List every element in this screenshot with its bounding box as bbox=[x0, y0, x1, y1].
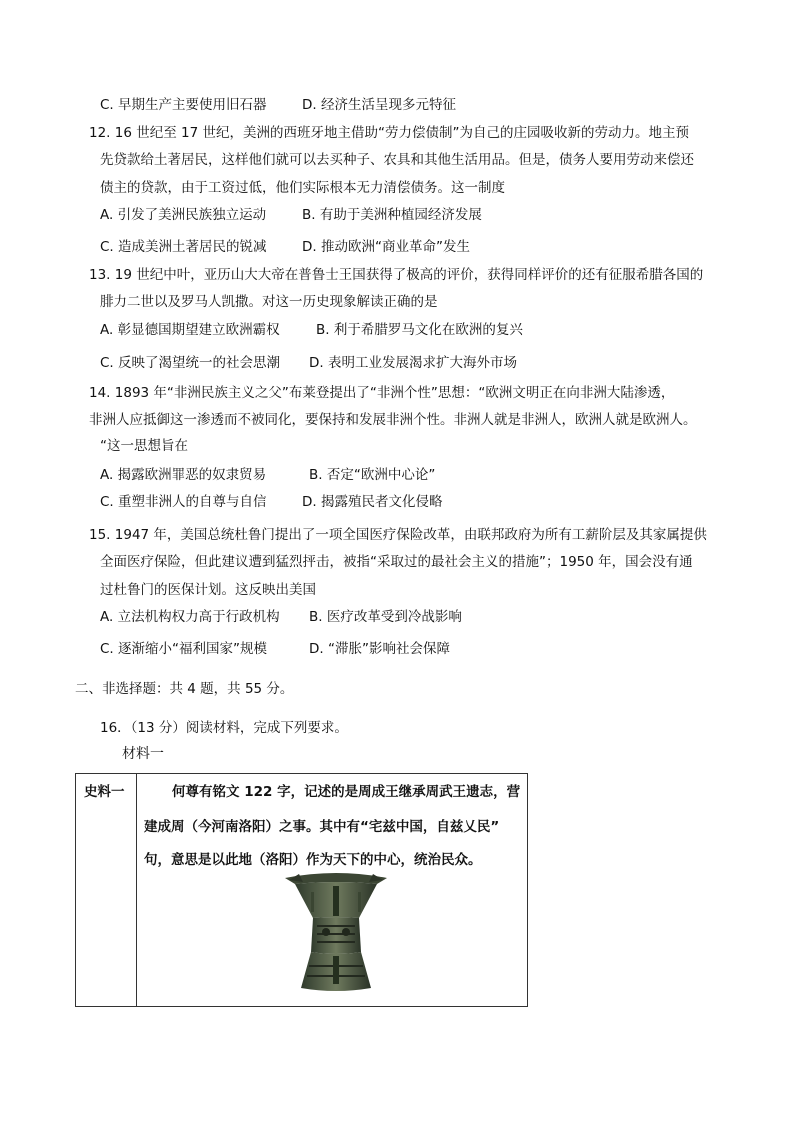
q12-stem-line-2: 先贷款给土著居民，这样他们就可以去买种子、农具和其他生活用品。但是，债务人要用劳动来偿还 bbox=[100, 152, 694, 168]
table-divider bbox=[136, 774, 137, 1006]
q13-stem-line-2: 腓力二世以及罗马人凯撒。对这一历史现象解读正确的是 bbox=[100, 294, 438, 310]
q13-option-b: B. 利于希腊罗马文化在欧洲的复兴 bbox=[316, 322, 523, 338]
q13-option-d: D. 表明工业发展渴求扩大海外市场 bbox=[309, 355, 517, 371]
source-table bbox=[75, 773, 528, 1007]
q15-stem-line-3: 过杜鲁门的医保计划。这反映出美国 bbox=[100, 582, 316, 598]
q12-stem-line-3: 债主的贷款，由于工资过低，他们实际根本无力清偿债务。这一制度 bbox=[100, 180, 505, 196]
q12-option-d: D. 推动欧洲“商业革命”发生 bbox=[302, 239, 470, 255]
q14-stem-line-3: “这一思想旨在 bbox=[100, 438, 188, 454]
section-heading: 二、非选择题：共 4 题，共 55 分。 bbox=[75, 681, 294, 697]
q15-option-a: A. 立法机构权力高于行政机构 bbox=[100, 609, 280, 625]
q15-option-b: B. 医疗改革受到冷战影响 bbox=[309, 609, 462, 625]
q15-stem-line-2: 全面医疗保险，但此建议遭到猛烈抨击，被指“采取过的最社会主义的措施”；1950 年，国会没有通 bbox=[100, 554, 693, 570]
q12-option-c: C. 造成美洲土著居民的锐减 bbox=[100, 239, 267, 255]
q14-option-d: D. 揭露殖民者文化侵略 bbox=[302, 494, 443, 510]
table-text-line-2: 建成周（今河南洛阳）之事。其中有“宅兹中国，自兹乂民” bbox=[144, 819, 500, 835]
q14-option-a: A. 揭露欧洲罪恶的奴隶贸易 bbox=[100, 467, 267, 483]
q16-title: 16．（13 分）阅读材料，完成下列要求。 bbox=[100, 720, 348, 736]
q13-option-c: C. 反映了渴望统一的社会思潮 bbox=[100, 355, 281, 371]
q13-option-a: A. 彰显德国期望建立欧洲霸权 bbox=[100, 322, 280, 338]
q12-option-a: A. 引发了美洲民族独立运动 bbox=[100, 207, 267, 223]
q14-stem-line-1: 14. 1893 年“非洲民族主义之父”布莱登提出了“非洲个性”思想：“欧洲文明正在向非洲大陆渗透， bbox=[89, 385, 675, 401]
table-text-line-1: 何尊有铭文 122 字，记述的是周成王继承周武王遗志，营 bbox=[172, 784, 521, 800]
q14-stem-line-2: 非洲人应抵御这一渗透而不被同化，要保持和发展非洲个性。非洲人就是非洲人，欧洲人就是欧洲人。 bbox=[89, 412, 697, 428]
q15-option-d: D. “滞胀”影响社会保障 bbox=[309, 641, 450, 657]
q14-option-b: B. 否定“欧洲中心论” bbox=[309, 467, 436, 483]
q15-option-c: C. 逐渐缩小“福利国家”规模 bbox=[100, 641, 267, 657]
material-label: 材料一 bbox=[122, 746, 164, 762]
q12-stem-line-1: 12. 16 世纪至 17 世纪，美洲的西班牙地主借助“劳力偿债制”为自己的庄园吸收新的劳动力。地主预 bbox=[89, 125, 689, 141]
table-row-label: 史料一 bbox=[84, 784, 125, 800]
q15-stem-line-1: 15. 1947 年，美国总统杜鲁门提出了一项全国医疗保险改革，由联邦政府为所有工薪阶层及其家属提供 bbox=[89, 527, 707, 543]
q13-stem-line-1: 13. 19 世纪中叶，亚历山大大帝在普鲁士王国获得了极高的评价，获得同样评价的还有征服希腊各国的 bbox=[89, 267, 704, 283]
q14-option-c: C. 重塑非洲人的自尊与自信 bbox=[100, 494, 267, 510]
table-text-line-3: 句，意思是以此地（洛阳）作为天下的中心，统治民众。 bbox=[144, 852, 482, 868]
q11-option-d: D. 经济生活呈现多元特征 bbox=[302, 97, 456, 113]
q11-option-c: C. 早期生产主要使用旧石器 bbox=[100, 97, 267, 113]
q12-option-b: B. 有助于美洲种植园经济发展 bbox=[302, 207, 482, 223]
bronze-zun-vessel-image bbox=[281, 870, 391, 995]
